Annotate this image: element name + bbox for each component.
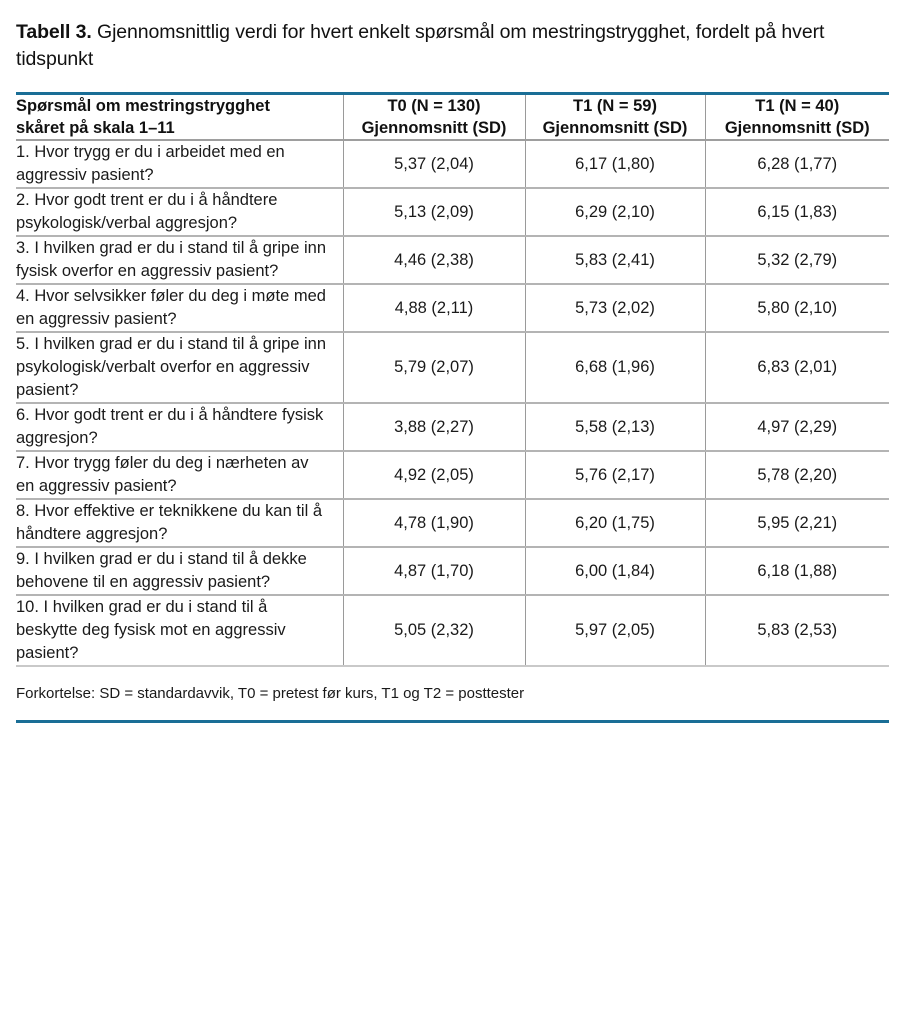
cell-t0: 4,88 (2,11)	[343, 284, 525, 332]
column-header-question-line1: Spørsmål om mestringstrygghet	[16, 97, 270, 115]
cell-question: 9. I hvilken grad er du i stand til å dekke behovene til en aggressiv pasient?	[16, 547, 343, 595]
table-row	[16, 403, 889, 451]
cell-t2: 6,28 (1,77)	[705, 140, 889, 188]
table-row	[16, 188, 889, 236]
cell-t1: 6,17 (1,80)	[525, 140, 705, 188]
cell-t0: 3,88 (2,27)	[343, 403, 525, 451]
cell-t0: 4,92 (2,05)	[343, 451, 525, 499]
cell-question: 5. I hvilken grad er du i stand til å gripe inn psykologisk/verbalt overfor en aggressiv pasient?	[16, 332, 343, 403]
table-footnote: Forkortelse: SD = standardavvik, T0 = pretest før kurs, T1 og T2 = posttester	[16, 685, 525, 702]
cell-t2: 6,18 (1,88)	[705, 547, 889, 595]
cell-question: 3. I hvilken grad er du i stand til å gripe inn fysisk overfor en aggressiv pasient?	[16, 236, 343, 284]
data-table	[16, 95, 889, 667]
table-row	[16, 236, 889, 284]
cell-t1: 5,76 (2,17)	[525, 451, 705, 499]
column-header-question-line2: skåret på skala 1–11	[16, 119, 175, 137]
cell-question: 1. Hvor trygg er du i arbeidet med en aggressiv pasient?	[16, 140, 343, 188]
cell-question: 7. Hvor trygg føler du deg i nærheten av en aggressiv pasient?	[16, 451, 343, 499]
cell-t1: 5,58 (2,13)	[525, 403, 705, 451]
cell-t0: 5,05 (2,32)	[343, 595, 525, 666]
table-row	[16, 547, 889, 595]
cell-question: 6. Hvor godt trent er du i å håndtere fysisk aggresjon?	[16, 403, 343, 451]
column-header-t2-line1: T1 (N = 40)	[755, 97, 840, 115]
table-header-row	[16, 95, 889, 140]
column-header-t1-line2: Gjennomsnitt (SD)	[542, 119, 688, 137]
table-header	[16, 95, 889, 140]
cell-question: 2. Hvor godt trent er du i å håndtere psykologisk/verbal aggresjon?	[16, 188, 343, 236]
cell-t0: 5,37 (2,04)	[343, 140, 525, 188]
caption-text: Gjennomsnittlig verdi for hvert enkelt spørsmål om mestringstrygghet, fordelt på hvert tidspunkt	[16, 21, 825, 70]
table-row	[16, 284, 889, 332]
cell-t2: 5,83 (2,53)	[705, 595, 889, 666]
cell-t0: 5,13 (2,09)	[343, 188, 525, 236]
cell-question: 4. Hvor selvsikker føler du deg i møte med en aggressiv pasient?	[16, 284, 343, 332]
cell-t1: 5,73 (2,02)	[525, 284, 705, 332]
column-header-t1	[525, 95, 705, 140]
cell-t0: 5,79 (2,07)	[343, 332, 525, 403]
cell-t0: 4,46 (2,38)	[343, 236, 525, 284]
bottom-accent-rule	[16, 720, 889, 723]
table-body	[16, 140, 889, 666]
cell-t2: 6,15 (1,83)	[705, 188, 889, 236]
column-header-t1-line1: T1 (N = 59)	[573, 97, 657, 115]
table-row	[16, 140, 889, 188]
column-header-t0	[343, 95, 525, 140]
cell-t1: 5,97 (2,05)	[525, 595, 705, 666]
column-header-t2-line2: Gjennomsnitt (SD)	[724, 119, 870, 137]
cell-t2: 6,83 (2,01)	[705, 332, 889, 403]
cell-question: 10. I hvilken grad er du i stand til å beskytte deg fysisk mot en aggressiv pasient?	[16, 595, 343, 666]
cell-t2: 4,97 (2,29)	[705, 403, 889, 451]
table-row	[16, 332, 889, 403]
table-row	[16, 499, 889, 547]
cell-t2: 5,95 (2,21)	[705, 499, 889, 547]
cell-t1: 6,00 (1,84)	[525, 547, 705, 595]
cell-t0: 4,78 (1,90)	[343, 499, 525, 547]
column-header-t2	[705, 95, 889, 140]
column-header-question	[16, 95, 343, 140]
cell-t1: 5,83 (2,41)	[525, 236, 705, 284]
cell-t1: 6,20 (1,75)	[525, 499, 705, 547]
cell-question: 8. Hvor effektive er teknikkene du kan til å håndtere aggresjon?	[16, 499, 343, 547]
cell-t2: 5,80 (2,10)	[705, 284, 889, 332]
cell-t1: 6,68 (1,96)	[525, 332, 705, 403]
caption-label: Tabell 3.	[16, 21, 92, 43]
cell-t2: 5,32 (2,79)	[705, 236, 889, 284]
cell-t0: 4,87 (1,70)	[343, 547, 525, 595]
column-header-t0-line1: T0 (N = 130)	[387, 97, 481, 115]
table-row	[16, 595, 889, 666]
cell-t2: 5,78 (2,20)	[705, 451, 889, 499]
cell-t1: 6,29 (2,10)	[525, 188, 705, 236]
table-row	[16, 451, 889, 499]
column-header-t0-line2: Gjennomsnitt (SD)	[361, 119, 507, 137]
figure-caption	[16, 0, 876, 73]
